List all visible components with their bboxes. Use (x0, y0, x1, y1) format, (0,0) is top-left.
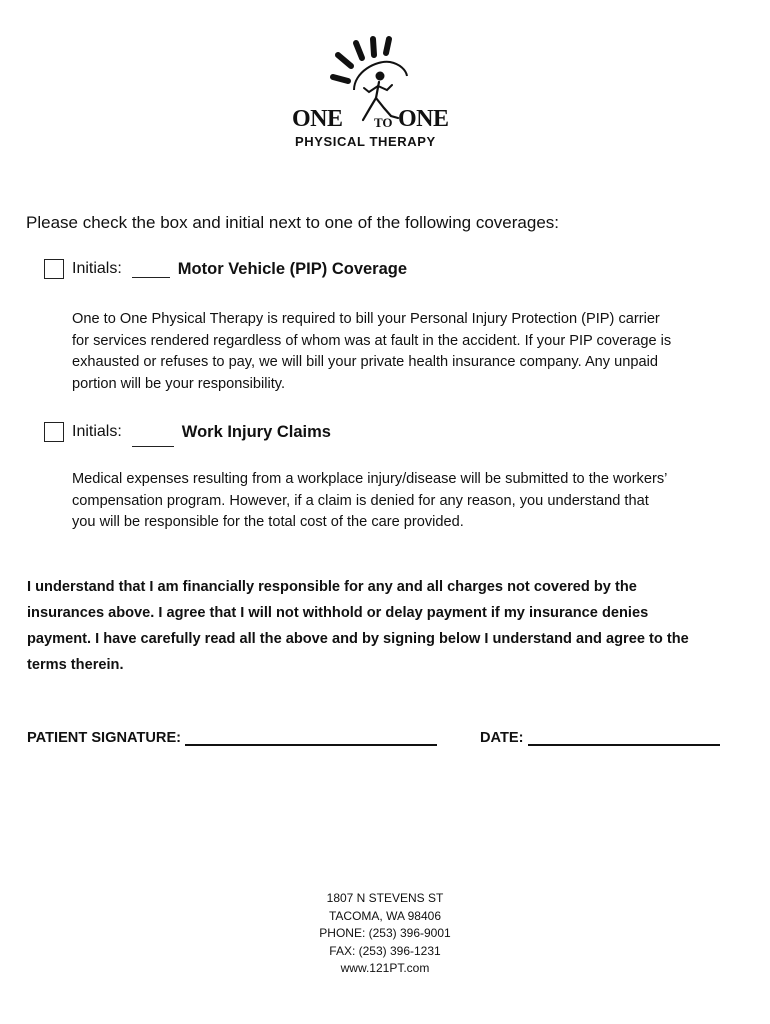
pip-coverage-title: Motor Vehicle (PIP) Coverage (177, 259, 408, 278)
patient-signature-field[interactable] (185, 728, 437, 746)
pip-description-line: for services rendered regardless of whom was at fault in the accident. If your PIP coverage is (72, 332, 672, 349)
work-injury-initials-field[interactable] (132, 430, 174, 447)
date-field[interactable] (528, 728, 720, 746)
pip-description (72, 309, 744, 395)
financial-agreement (27, 574, 747, 678)
work-injury-description-line: Medical expenses resulting from a workplace injury/disease will be submitted to the workers’ (72, 471, 668, 487)
pip-initials-label: Initials: (72, 260, 122, 277)
pip-checkbox[interactable] (44, 259, 64, 279)
footer-phone: PHONE: (253) 396-9001 (319, 926, 451, 940)
work-injury-checkbox[interactable] (44, 422, 64, 442)
pip-description-line: portion will be your responsibility. (72, 375, 286, 392)
footer-city: TACOMA, WA 98406 (328, 908, 442, 923)
work-injury-description-line: compensation program. However, if a claim is denied for any reason, you understand that (72, 492, 649, 509)
work-injury-description-line: you will be responsible for the total cost of the care provided. (72, 514, 464, 530)
agreement-line: insurances above. I agree that I will not withhold or delay payment if my insurance denies (27, 605, 649, 621)
logo-subtitle: PHYSICAL THERAPY (295, 134, 436, 149)
agreement-line: I understand that I am financially responsible for any and all charges not covered by the (27, 579, 637, 595)
date-row (480, 728, 720, 746)
footer-website: www.121PT.com (340, 961, 430, 975)
intro-text: Please check the box and initial next to one of the following coverages: (26, 213, 560, 232)
pip-description-line: One to One Physical Therapy is required to bill your Personal Injury Protection (PIP) carrier (72, 311, 660, 327)
logo-text-one-left: ONE (292, 106, 343, 132)
logo-text-one-right: ONE (398, 106, 449, 132)
work-injury-initials-label: Initials: (72, 423, 122, 440)
agreement-line: terms therein. (27, 657, 124, 673)
logo-text-to: TO (374, 115, 393, 130)
patient-signature-label: PATIENT SIGNATURE: (27, 730, 182, 746)
patient-signature-row (27, 728, 437, 746)
company-logo (288, 30, 478, 155)
pip-initials-field[interactable] (132, 261, 170, 278)
coverage-option-pip (44, 257, 407, 281)
work-injury-description (72, 469, 744, 534)
footer-contact (0, 890, 770, 978)
footer-fax: FAX: (253) 396-1231 (329, 943, 441, 958)
agreement-line: payment. I have carefully read all the above and by signing below I understand and agree to the (27, 631, 689, 647)
date-label: DATE: (480, 730, 524, 746)
coverage-option-work-injury (44, 420, 331, 444)
footer-address: 1807 N STEVENS ST (326, 891, 444, 905)
work-injury-title: Work Injury Claims (181, 422, 331, 441)
pip-description-line: exhausted or refuses to pay, we will bill your private health insurance company. Any unpaid (72, 354, 658, 370)
